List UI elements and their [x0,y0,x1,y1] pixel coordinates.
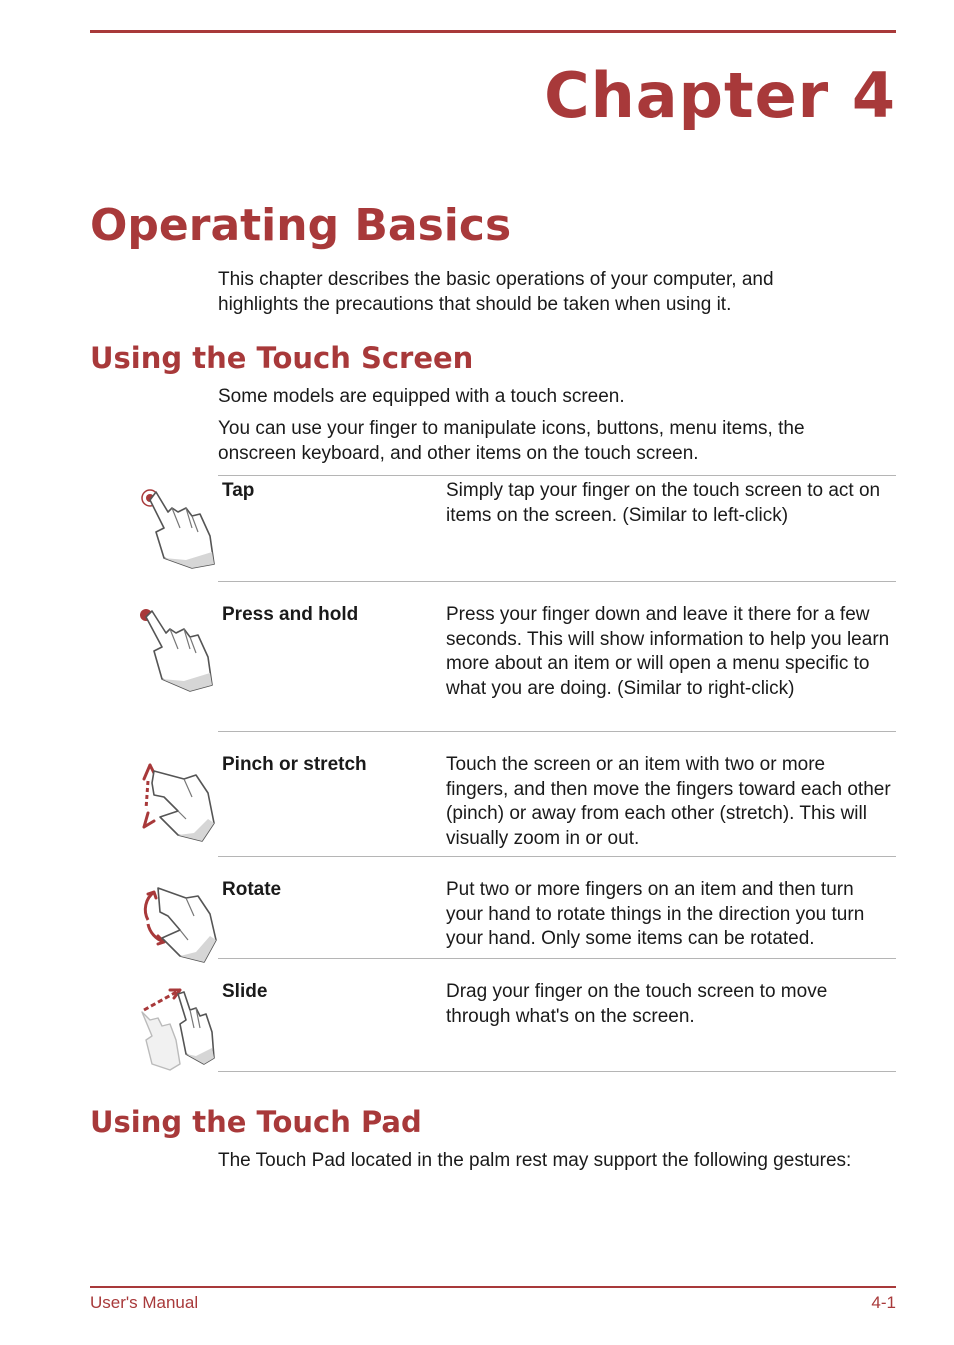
rotate-gesture-icon [134,880,220,970]
touch-screen-paragraph-2: You can use your finger to manipulate icons, buttons, menu items, the onscreen keyboard, and other items on the touch screen. [218,418,805,464]
slide-gesture-icon [134,984,220,1074]
tap-gesture-icon [134,480,220,570]
press-and-hold-gesture-icon [134,605,220,695]
gesture-name: Press and hold [222,604,359,625]
gesture-name: Rotate [222,879,282,900]
touch-screen-paragraph-1: Some models are equipped with a touch screen. [218,386,625,407]
section-heading-touch-pad: Using the Touch Pad [90,1105,422,1139]
gesture-description: Put two or more fingers on an item and then turn your hand to rotate things in the direction you turn your hand. Only some items can be rotated. [446,879,865,949]
pinch-stretch-gesture-icon [134,757,220,847]
chapter-title: Chapter 4 [544,59,896,132]
row-divider [218,1071,896,1072]
intro-paragraph: This chapter describes the basic operations of your computer, and highlights the precautions that should be taken when using it. [218,269,774,315]
top-rule [90,30,896,33]
bottom-rule [90,1286,896,1288]
footer-page-number: 4-1 [871,1293,896,1312]
page-title: Operating Basics [90,200,512,251]
footer-manual-title: User's Manual [90,1293,199,1312]
gesture-name: Tap [222,480,255,501]
section-heading-touch-screen: Using the Touch Screen [90,341,474,375]
row-divider [218,475,896,476]
row-divider [218,958,896,959]
row-divider [218,581,896,582]
touch-pad-paragraph: The Touch Pad located in the palm rest may support the following gestures: [218,1150,852,1171]
gesture-description: Press your finger down and leave it there for a few seconds. This will show information to help you learn more about an item or will open a menu specific to what you are doing. (Similar to right-click) [446,604,890,699]
row-divider [218,731,896,732]
row-divider [218,856,896,857]
gesture-name: Slide [222,981,268,1002]
gesture-description: Drag your finger on the touch screen to move through what's on the screen. [446,981,828,1027]
gesture-description: Simply tap your finger on the touch screen to act on items on the screen. (Similar to left-click) [446,480,881,526]
gesture-name: Pinch or stretch [222,754,367,775]
gesture-description: Touch the screen or an item with two or more fingers, and then move the fingers toward each other (pinch) or away from each other (stretch). This will visually zoom in or out. [446,754,891,849]
